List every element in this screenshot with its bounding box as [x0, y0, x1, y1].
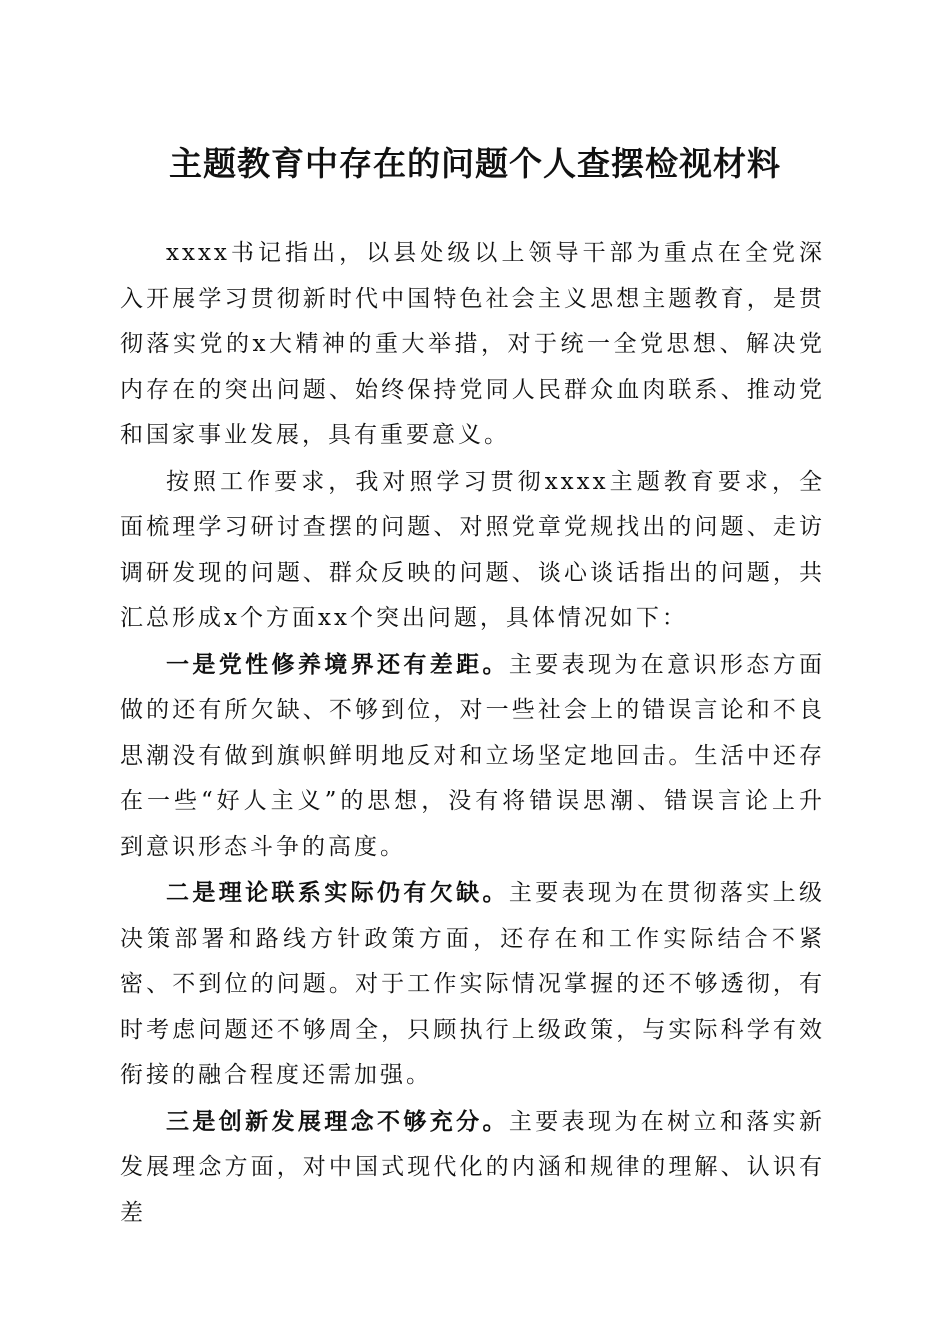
paragraph-issue-1	[120, 642, 825, 871]
paragraph-text: 主要表现为在贯彻落实上级决策部署和路线方针政策方面，还存在和工作实际结合不紧密、不到位的问题。对于工作实际情况掌握的还不够透彻，有时考虑问题还不够周全，只顾执行上级政策，与实际科学有效衔接的融合程度还需加强。	[120, 880, 825, 1088]
paragraph-intro	[120, 230, 825, 459]
paragraph-issue-3	[120, 1099, 825, 1237]
paragraph-lead: 一是党性修养境界还有差距。	[166, 650, 509, 678]
paragraph-requirements	[120, 459, 825, 642]
paragraph-text: xxxx书记指出，以县处级以上领导干部为重点在全党深入开展学习贯彻新时代中国特色社会主义思想主题教育，是贯彻落实党的x大精神的重大举措，对于统一全党思想、解决党内存在的突出问题、始终保持党同人民群众血肉联系、推动党和国家事业发展，具有重要意义。	[120, 240, 825, 448]
paragraph-lead: 三是创新发展理念不够充分。	[166, 1107, 509, 1135]
document-body	[120, 230, 825, 1236]
document-title: 主题教育中存在的问题个人查摆检视材料	[169, 144, 781, 183]
paragraph-lead: 二是理论联系实际仍有欠缺。	[166, 879, 509, 906]
paragraph-text: 主要表现为在意识形态方面做的还有所欠缺、不够到位，对一些社会上的错误言论和不良思潮没有做到旗帜鲜明地反对和立场坚定地回击。生活中还存在一些“好人主义”的思想，没有将错误思潮、错误言论上升到意识形态斗争的高度。	[120, 651, 825, 860]
paragraph-text: 按照工作要求，我对照学习贯彻xxxx主题教育要求，全面梳理学习研讨查摆的问题、对照党章党规找出的问题、走访调研发现的问题、群众反映的问题、谈心谈话指出的问题，共汇总形成x个方面xx个突出问题，具体情况如下：	[120, 468, 825, 631]
paragraph-text: 主要表现为在树立和落实新发展理念方面，对中国式现代化的内涵和规律的理解、认识有差	[120, 1108, 825, 1226]
paragraph-issue-2	[120, 870, 825, 1099]
